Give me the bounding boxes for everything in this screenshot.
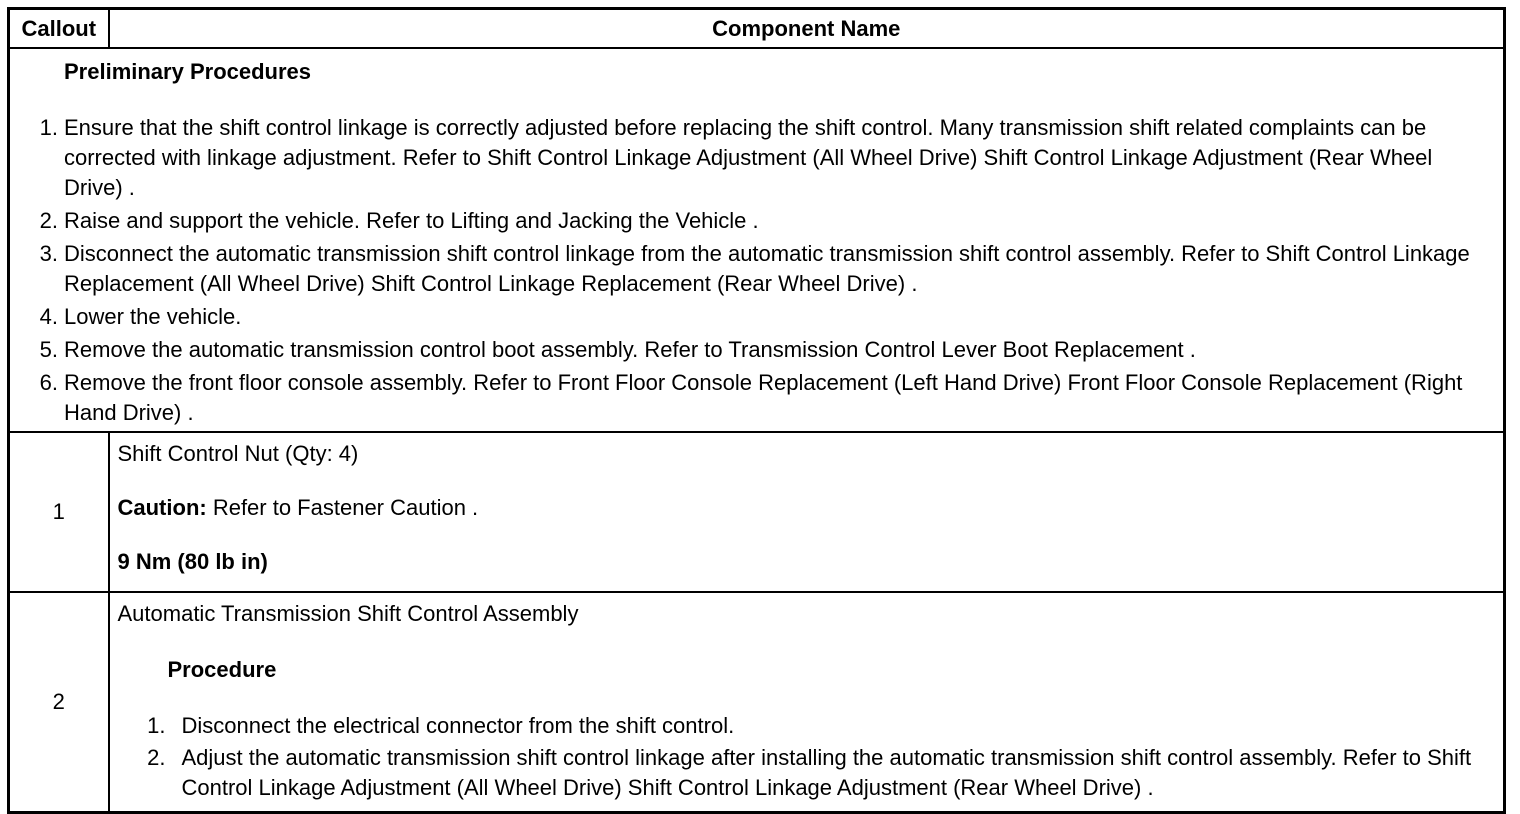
component-table [7,7,1506,814]
step-text: Adjust the automatic transmission shift control linkage after installing the automatic transmission shift control assembly. Refer to Shift Control Linkage Adjustment (All Wheel Drive) Shift Control Linkage Adjustment (Rear Wheel Drive) . [181,745,1472,800]
step-text: Remove the automatic transmission control boot assembly. Refer to Transmission Control Lever Boot Replacement . [64,337,1196,362]
caution-text: Refer to Fastener Caution . [206,495,479,520]
header-component-name: Component Name [109,9,1505,49]
list-item [28,206,1485,236]
component-name: Automatic Transmission Shift Control Assembly [117,601,579,626]
list-item [132,743,1496,803]
torque-spec: 9 Nm (80 lb in) [117,549,268,574]
caution-line [118,495,1496,521]
list-item [28,335,1485,365]
step-number: 2. [147,745,166,770]
table-row [9,592,1505,813]
procedure-title: Procedure [167,657,277,682]
preliminary-row [9,48,1505,432]
list-item [28,368,1485,428]
preliminary-title: Preliminary Procedures [64,59,312,84]
step-number: 3. [39,241,58,266]
step-text: Ensure that the shift control linkage is correctly adjusted before replacing the shift control. Many transmission shift related complaints can be corrected with linkage adjustment. Refer to Shift Control Linkage Adjustment (All Wheel Drive) Shift Control Linkage Adjustment (Rear Wheel Drive) . [64,115,1433,200]
step-number: 2. [39,208,58,233]
step-text: Remove the front floor console assembly. Refer to Front Floor Console Replacement (Left Hand Drive) Front Floor Console Replacement (Right Hand Drive) . [64,370,1463,425]
procedure-block [118,627,1496,803]
callout-number: 1 [9,432,109,592]
step-text: Raise and support the vehicle. Refer to Lifting and Jacking the Vehicle . [64,208,759,233]
list-item [28,302,1485,332]
component-name: Shift Control Nut (Qty: 4) [117,441,359,466]
step-number: 5. [39,337,58,362]
preliminary-steps [28,113,1485,428]
step-text: Disconnect the electrical connector from the shift control. [181,713,735,738]
step-text: Lower the vehicle. [64,304,242,329]
list-item [28,113,1485,203]
step-number: 6. [39,370,58,395]
table-header-row [9,9,1505,49]
step-number: 4. [39,304,58,329]
component-cell [109,592,1505,813]
step-number: 1. [39,115,58,140]
procedure-steps [132,711,1496,803]
header-callout: Callout [9,9,109,49]
step-text: Disconnect the automatic transmission shift control linkage from the automatic transmission shift control assembly. Refer to Shift Control Linkage Replacement (All Wheel Drive) Shift Control Linkage Replacement (Rear Wheel Drive) . [64,241,1470,296]
preliminary-cell [9,48,1505,432]
list-item [28,239,1485,299]
caution-label: Caution: [117,495,207,520]
component-cell [109,432,1505,592]
table-row [9,432,1505,592]
callout-number: 2 [9,592,109,813]
step-number: 1. [147,713,166,738]
list-item [132,711,1496,741]
